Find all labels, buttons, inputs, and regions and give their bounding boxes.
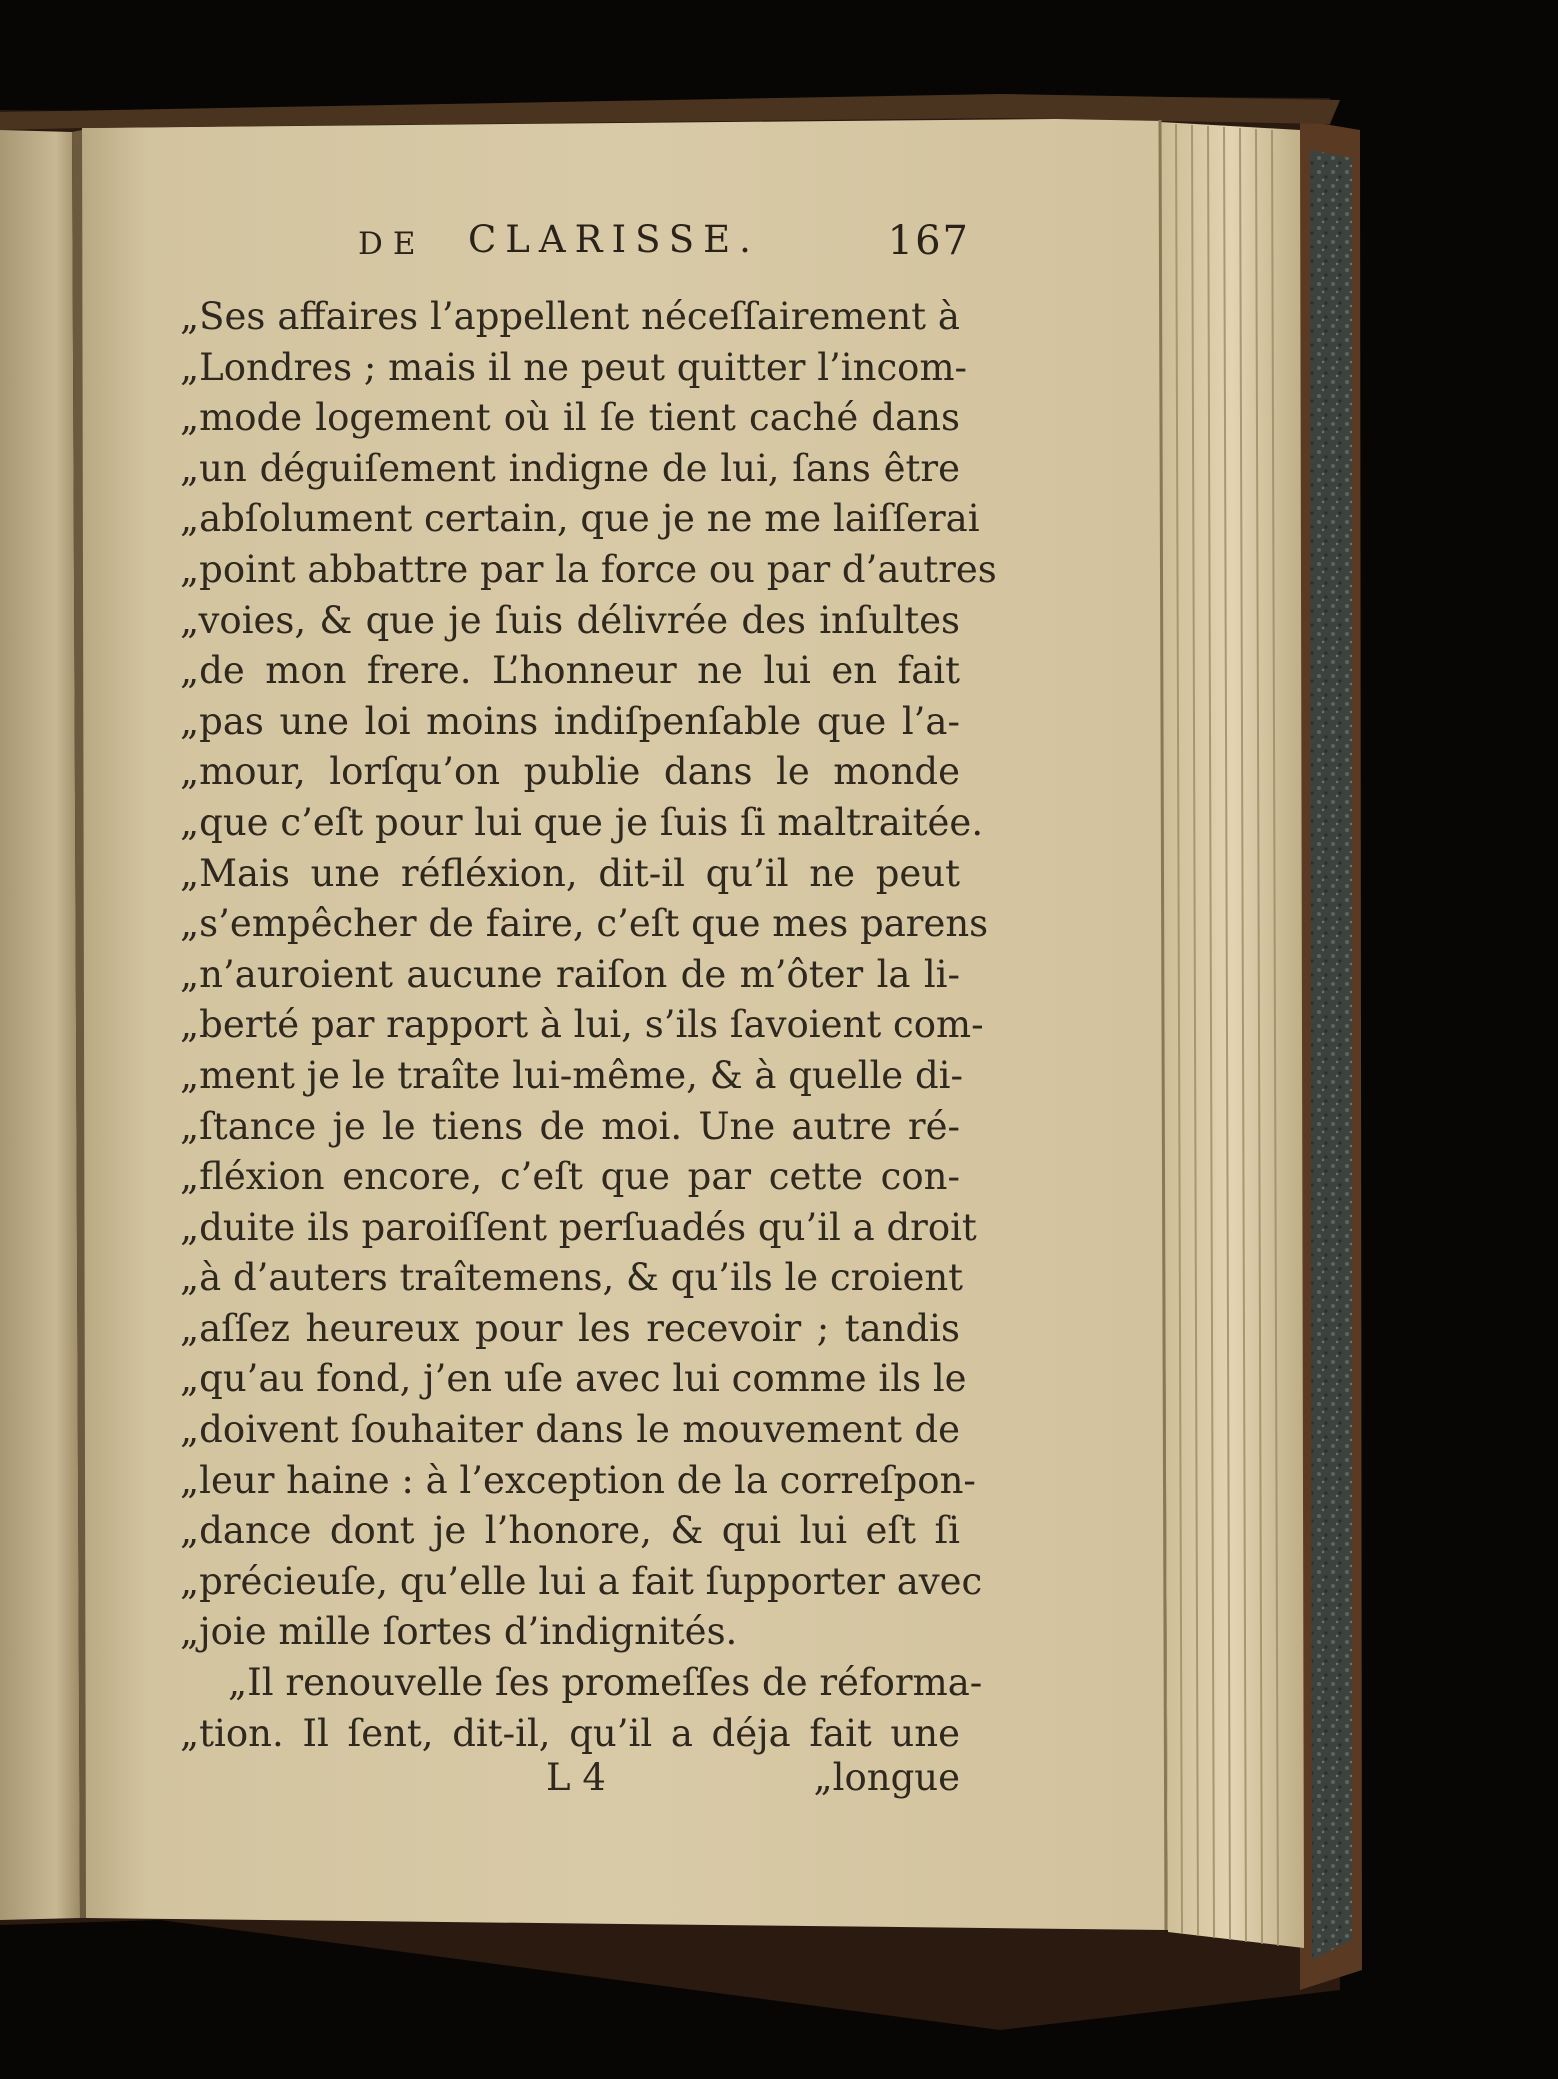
text-line: „un déguiſement indigne de lui, ſans être — [180, 446, 960, 490]
footer-line — [540, 1756, 960, 1816]
text-line: „ſtance je le tiens de moi. Une autre ré- — [180, 1104, 960, 1148]
text-line: „mode logement où il ſe tient caché dans — [180, 396, 960, 440]
text-line: „Il renouvelle ſes promeſſes de réforma- — [228, 1661, 983, 1705]
catchword: „longue — [813, 1756, 960, 1799]
text-line: „dance dont je l’honore, & qui lui eſt ſi — [180, 1509, 960, 1553]
text-line: „doivent ſouhaiter dans le mouvement de — [180, 1408, 960, 1452]
text-line: „abſolument certain, que je ne me laiſſerai — [180, 497, 980, 541]
text-line: „joie mille ſortes d’indignités. — [180, 1610, 738, 1654]
running-head-prefix: DE — [358, 226, 426, 262]
text-line: „que c’eſt pour lui que je ſuis ſi maltraitée. — [180, 800, 984, 844]
text-line: „de mon frere. L’honneur ne lui en fait — [180, 649, 960, 693]
text-line: „aſſez heureux pour les recevoir ; tandis — [180, 1306, 960, 1350]
text-line: „Mais une réfléxion, dit-il qu’il ne peut — [180, 851, 960, 895]
running-head — [340, 218, 970, 278]
body-text — [180, 292, 997, 1759]
text-line: „s’empêcher de faire, c’eſt que mes parens — [180, 902, 989, 946]
text-line: „leur haine : à l’exception de la correſpon- — [180, 1458, 976, 1502]
text-line: „précieuſe, qu’elle lui a fait ſupporter avec — [180, 1559, 983, 1603]
text-line: „Ses affaires l’appellent néceſſairement à — [180, 295, 960, 338]
text-line: „mour, lorſqu’on publie dans le monde — [180, 750, 960, 794]
text-line: „berté par rapport à lui, s’ils ſavoient com- — [180, 1003, 984, 1047]
text-line: „Londres ; mais il ne peut quitter l’incom- — [180, 345, 968, 389]
text-line: „n’auroient aucune raiſon de m’ôter la li- — [180, 952, 960, 996]
text-line: „duite ils paroiſſent perſuadés qu’il a droit — [180, 1205, 977, 1249]
page-number: 167 — [887, 218, 970, 264]
text-line: „fléxion encore, c’eſt que par cette con- — [180, 1155, 960, 1199]
text-line: „qu’au fond, j’en uſe avec lui comme ils le — [180, 1357, 967, 1401]
signature-mark: L 4 — [546, 1756, 606, 1799]
text-line: „point abbattre par la force ou par d’autres — [180, 547, 997, 591]
text-line: „à d’auters traîtemens, & qu’ils le croient — [180, 1256, 964, 1300]
text-line: „ment je le traîte lui-même, & à quelle di- — [180, 1053, 963, 1097]
text-line: „pas une loi moins indiſpenſable que l’a- — [180, 699, 960, 743]
text-line: „tion. Il ſent, dit-il, qu’il a déja fait une — [180, 1711, 960, 1755]
text-line: „voies, & que je ſuis délivrée des inſultes — [180, 598, 960, 642]
running-head-title: CLARISSE. — [468, 218, 760, 261]
